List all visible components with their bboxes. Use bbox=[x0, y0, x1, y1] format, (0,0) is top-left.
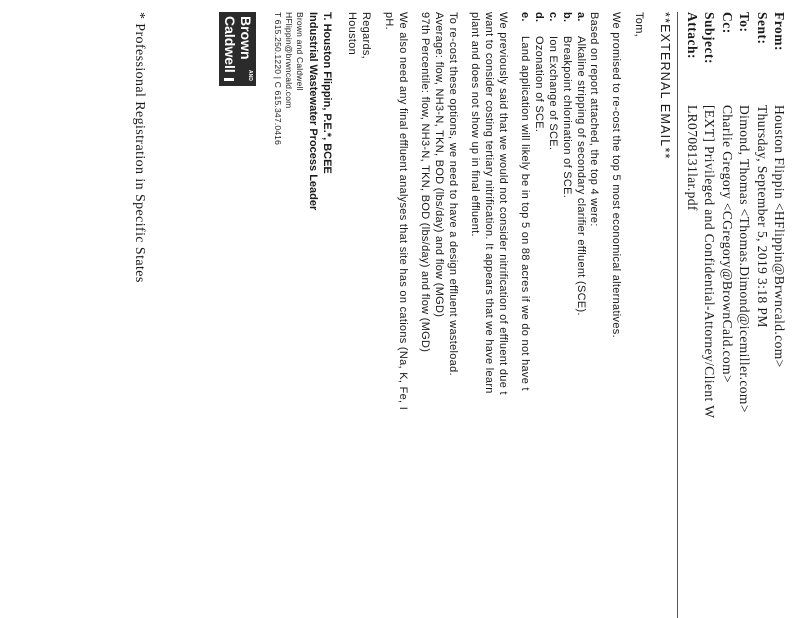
list-text: Ion Exchange of SCE. bbox=[547, 36, 559, 151]
sent-value: Thursday, September 5, 2019 3:18 PM bbox=[755, 105, 770, 328]
list-text: Land application will likely be in top 5 on 88 acres if we do not have t bbox=[519, 36, 531, 391]
paragraph-3-line-2: want to consider costing tertiary nitrification. It appears that we have learn bbox=[483, 12, 495, 394]
signature-title: Industrial Wastewater Process Leader bbox=[307, 12, 319, 211]
list-item bbox=[532, 12, 546, 618]
sent-label: Sent: bbox=[755, 12, 770, 45]
logo-and: AND bbox=[247, 70, 253, 81]
paragraph-5-line-1: We also need any final effluent analyses that site has on cations (Na, K, Fe, I bbox=[397, 12, 409, 411]
list-text: Alkaline stripping of secondary clarifier effluent (SCE). bbox=[575, 36, 587, 316]
registration-footnote: * Professional Registration in Specific States bbox=[132, 12, 147, 283]
paragraph-2-intro: Based on report attached, the top 4 were: bbox=[588, 12, 600, 227]
cc-label: Cc: bbox=[720, 12, 735, 34]
cc-row bbox=[719, 12, 736, 618]
subject-value: [EXT] Privileged and Confidential-Attorney/Client W bbox=[702, 105, 717, 419]
sent-row bbox=[754, 12, 771, 618]
list-marker: d. bbox=[533, 12, 545, 23]
to-row bbox=[736, 12, 753, 618]
subject-row bbox=[701, 12, 718, 618]
list-item bbox=[518, 12, 532, 618]
list-item bbox=[574, 12, 588, 618]
logo-line-1: Brown bbox=[238, 16, 254, 60]
list-item bbox=[546, 12, 560, 618]
logo-bar bbox=[224, 78, 234, 81]
closing: Regards, bbox=[360, 12, 372, 60]
from-value: Houston Flippin <HFlippin@Brwncald.com> bbox=[772, 105, 787, 368]
attach-value: LR0708131lar.pdf bbox=[685, 105, 700, 211]
closing-name: Houston bbox=[346, 12, 358, 56]
list-text: Ozonation of SCE. bbox=[533, 36, 545, 133]
paragraph-4-line-2: Average: flow, NH3-N, TKN, BOD (lbs/day) and flow (MGD) bbox=[433, 12, 445, 318]
paragraph-4-line-1: To re-cost these options, we need to have a design effluent wasteload. bbox=[447, 12, 459, 376]
attach-label: Attach: bbox=[685, 12, 700, 59]
paragraph-3-line-1: We previously said that we would not consider nitrification of effluent due t bbox=[497, 12, 509, 395]
greeting: Tom, bbox=[633, 12, 645, 38]
paragraph-1: We promised to re-cost the top 5 most economical alternatives. bbox=[610, 12, 622, 338]
to-label: To: bbox=[737, 12, 752, 33]
logo-line-2: Caldwell bbox=[222, 16, 238, 73]
to-value: Dimond, Thomas <Thomas.Dimond@icemiller.com> bbox=[737, 105, 752, 413]
list-item bbox=[560, 12, 574, 618]
brown-and-caldwell-logo bbox=[219, 12, 256, 86]
signature-phone: T 615.250.1220 | C 615.347.0416 bbox=[273, 12, 283, 146]
list-marker: b. bbox=[561, 12, 573, 23]
paragraph-5-line-2: pH. bbox=[383, 12, 395, 31]
paragraph-3-line-3: plant and does not show up in final effluent. bbox=[469, 12, 481, 237]
list-text: Breakpoint chlorination of SCE. bbox=[561, 36, 573, 199]
attach-row bbox=[684, 12, 701, 618]
from-label: From: bbox=[772, 12, 787, 51]
header-divider bbox=[677, 12, 678, 618]
list-marker: c. bbox=[547, 12, 559, 22]
paragraph-4-line-3: 97th Percentile: flow, NH3-N, TKN, BOD (lbs/day) and flow (MGD) bbox=[419, 12, 431, 353]
from-row bbox=[771, 12, 788, 618]
cc-value: Charlie Gregory <CGregory@BrownCald.com> bbox=[720, 105, 735, 383]
signature-email: HFlippin@brwncald.com bbox=[284, 12, 294, 109]
list-marker: a. bbox=[575, 12, 587, 22]
signature-company: Brown and Caldwell bbox=[295, 12, 305, 91]
signature-name: T. Houston Flippin, P.E.*, BCEE bbox=[321, 12, 333, 174]
list-marker: e. bbox=[519, 12, 531, 22]
subject-label: Subject: bbox=[702, 12, 717, 64]
external-email-banner: **EXTERNAL EMAIL** bbox=[658, 12, 672, 160]
